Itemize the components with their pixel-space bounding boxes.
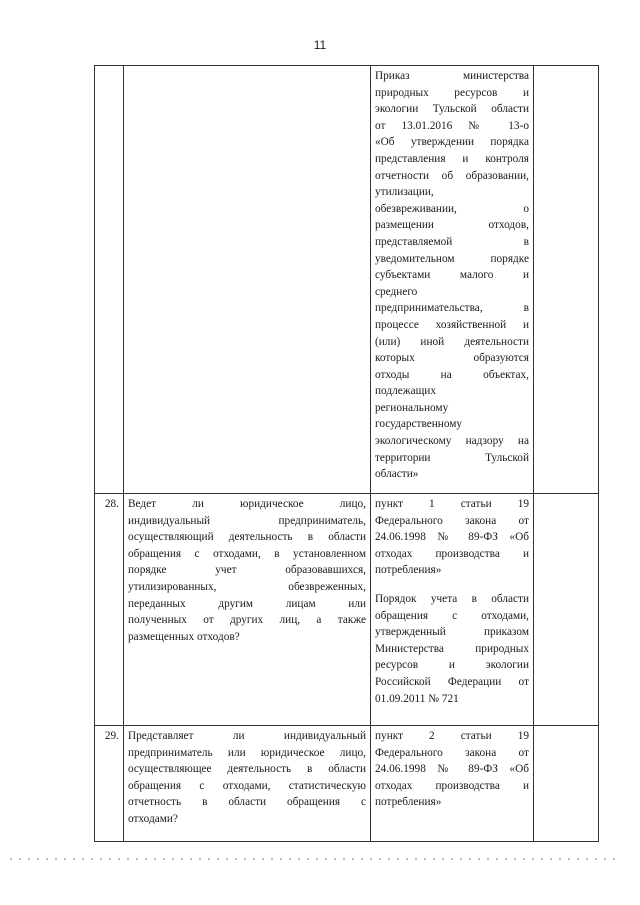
legal-reference-line: обезвреживании, о [375, 202, 529, 215]
table-row [95, 66, 599, 494]
question-line: обращения с отходами, в установленном [128, 547, 366, 560]
question-line: отходами? [128, 812, 178, 825]
legal-reference-line: экологии Тульской области [375, 103, 529, 116]
question-line: отчетность в области обращения с [128, 796, 366, 809]
legal-reference-line: от 13.01.2016 № 13-о [375, 119, 529, 132]
requirements-table [94, 65, 599, 842]
legal-reference-line: утилизации, [375, 186, 434, 199]
legal-reference-line: отходах производства и [375, 779, 529, 792]
question-line: размещенных отходов? [128, 630, 240, 643]
legal-reference-line: Министерства природных [375, 642, 529, 655]
legal-reference-line: пункт 1 статьи 19 [375, 498, 529, 510]
legal-reference-line: территории Тульской [375, 451, 529, 464]
legal-reference-line: отчетности об образовании, [375, 169, 529, 182]
legal-reference-line: утвержденный приказом [375, 626, 529, 639]
question-line: осуществляющее деятельность в области [128, 763, 366, 776]
page-number: 11 [313, 38, 327, 52]
legal-reference-line: ресурсов и экологии [375, 659, 529, 672]
legal-reference-cell [371, 726, 534, 842]
note-cell [534, 726, 599, 842]
legal-reference-line: потребления» [375, 564, 442, 577]
legal-reference-line: области» [375, 468, 419, 481]
legal-reference-line: (или) иной деятельности [375, 335, 529, 348]
row-number [95, 66, 124, 494]
question-line: переданных другим лицам или [128, 597, 366, 610]
question-line: индивидуальный предприниматель, [128, 514, 366, 527]
legal-reference-line: обращения с отходами, [375, 609, 529, 622]
legal-reference-line: потребления» [375, 796, 442, 809]
legal-reference-line: предпринимательства, в [375, 302, 529, 315]
legal-reference-line: уведомительном порядке [375, 252, 529, 265]
row-number: 29. [95, 726, 124, 842]
legal-reference-line: отходах производства и [375, 547, 529, 560]
legal-reference-line: 01.09.2011 № 721 [375, 692, 459, 705]
question-cell [124, 494, 371, 726]
question-line: полученных от других лиц, а также [128, 614, 366, 627]
legal-reference-cell [371, 494, 534, 726]
question-cell [124, 66, 371, 494]
legal-reference-line: региональному [375, 401, 449, 414]
question-line: утилизированных, обезвреженных, [128, 580, 366, 593]
question-cell [124, 726, 371, 842]
note-cell [534, 494, 599, 726]
note-cell [534, 66, 599, 494]
question-line: предприниматель или юридическое лицо, [128, 746, 366, 759]
legal-reference-line: размещении отходов, [375, 219, 529, 232]
legal-reference-line: Приказ министерства [375, 70, 529, 82]
legal-reference-cell [371, 66, 534, 494]
paragraph-gap [375, 579, 529, 591]
table-row [95, 726, 599, 842]
legal-reference-line: отходы на объектах, [375, 368, 529, 381]
legal-reference-line: 24.06.1998 № 89-ФЗ «Об [375, 763, 529, 776]
legal-reference-line: среднего [375, 285, 418, 298]
legal-reference-line: процессе хозяйственной и [375, 318, 529, 331]
legal-reference-line: субъектами малого и [375, 269, 529, 282]
row-number: 28. [95, 494, 124, 726]
legal-reference-line: государственному [375, 418, 463, 431]
legal-reference-line: «Об утверждении порядка [375, 136, 529, 149]
question-line: осуществляющий деятельность в области [128, 531, 366, 544]
legal-reference-line: Российской Федерации от [375, 675, 529, 688]
question-line: Ведет ли юридическое лицо, [128, 498, 366, 510]
question-line: Представляет ли индивидуальный [128, 730, 366, 742]
question-line: обращения с отходами, статистическую [128, 779, 366, 792]
legal-reference-line: которых образуются [375, 352, 529, 365]
legal-reference-line: 24.06.1998 № 89-ФЗ «Об [375, 531, 529, 544]
legal-reference-line: Федерального закона от [375, 514, 529, 527]
question-line: порядке учет образовавшихся, [128, 564, 366, 577]
legal-reference-line: природных ресурсов и [375, 86, 529, 99]
legal-reference-line: экологическому надзору на [375, 435, 529, 448]
scan-artifact-line [10, 858, 620, 860]
legal-reference-line: представляемой в [375, 235, 529, 248]
table-row [95, 494, 599, 726]
legal-reference-line: пункт 2 статьи 19 [375, 730, 529, 742]
legal-reference-line: подлежащих [375, 385, 436, 398]
legal-reference-line: Порядок учета в области [375, 592, 529, 605]
legal-reference-line: представления и контроля [375, 152, 529, 165]
legal-reference-line: Федерального закона от [375, 746, 529, 759]
